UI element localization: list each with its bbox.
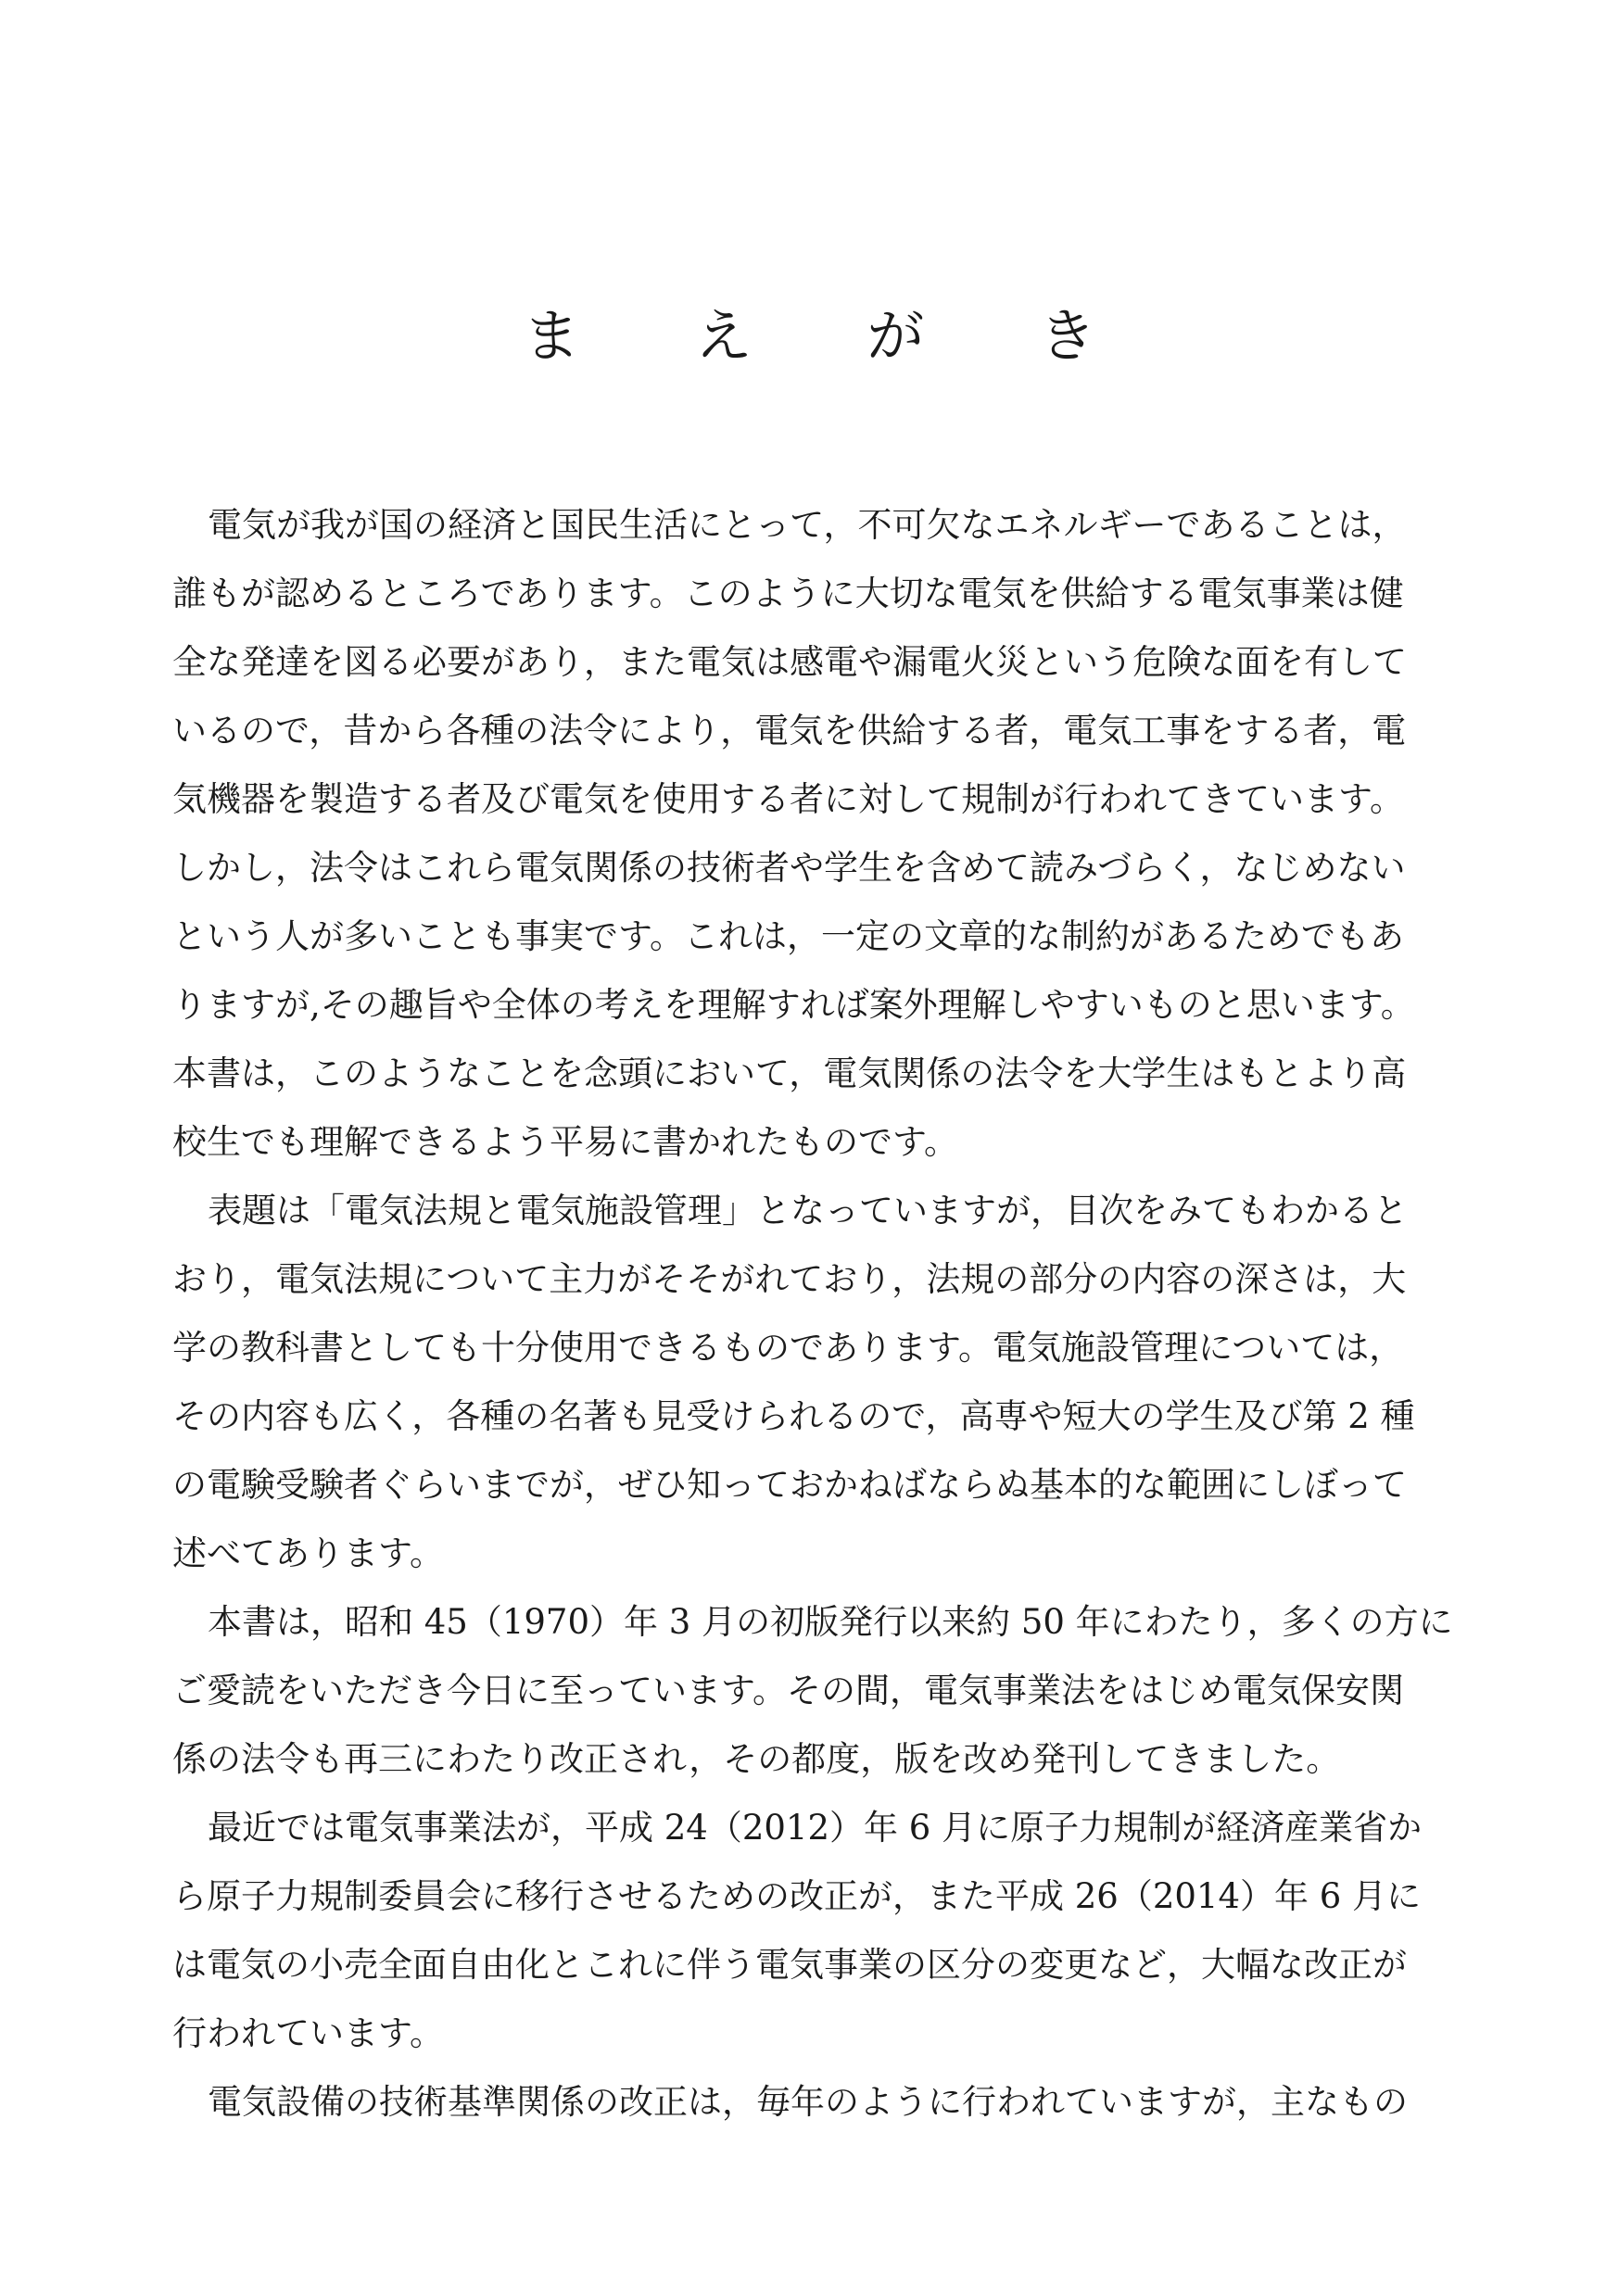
text-line: ら原子力規制委員会に移行させるための改正が，また平成 26（2014）年 6 月に (172, 1876, 1422, 1916)
text-line: ご愛読をいただき今日に至っています。その間，電気事業法をはじめ電気保安関 (172, 1671, 1405, 1710)
text-line: は電気の小売全面自由化とこれに伴う電気事業の区分の変更など，大幅な改正が (172, 1945, 1407, 1985)
text-line: 電気が我が国の経済と国民生活にとって，不可欠なエネルギーであることは， (208, 505, 1407, 545)
text-line: 全な発達を図る必要があり，また電気は感電や漏電火災という危険な面を有して (172, 642, 1407, 682)
text-line: 最近では電気事業法が，平成 24（2012）年 6 月に原子力規制が経済産業省か (208, 1808, 1423, 1848)
text-line: 本書は，昭和 45（1970）年 3 月の初版発行以来約 50 年にわたり，多くの方に (208, 1602, 1453, 1642)
text-line: いるので，昔から各種の法令により，電気を供給する者，電気工事をする者，電 (172, 711, 1407, 751)
text-line: の電験受験者ぐらいまでが，ぜひ知っておかねばならぬ基本的な範囲にしぼって (172, 1465, 1407, 1505)
text-line: 係の法令も再三にわたり改正され，その都度，版を改め発刊してきました。 (172, 1739, 1341, 1779)
text-line: 述べてあります。 (172, 1533, 445, 1573)
page-title: ま え が き (522, 302, 1145, 370)
text-line: 電気設備の技術基準関係の改正は，毎年のように行われていますが，主なもの (208, 2082, 1408, 2122)
text-line: 校生でも理解できるよう平易に書かれたものです。 (172, 1122, 959, 1162)
text-line: その内容も広く，各種の名著も見受けられるので，高専や短大の学生及び第 2 種 (172, 1396, 1415, 1436)
text-line: りますが,その趣旨や全体の考えを理解すれば案外理解しやすいものと思います。 (172, 985, 1415, 1025)
text-line: おり，電気法規について主力がそそがれており，法規の部分の内容の深さは，大 (172, 1259, 1407, 1299)
text-line: 誰もが認めるところであります。このように大切な電気を供給する電気事業は健 (172, 574, 1404, 613)
text-line: 行われています。 (172, 2013, 445, 2053)
body-text (172, 491, 1462, 2137)
text-line: 学の教科書としても十分使用できるものであります。電気施設管理については， (172, 1328, 1404, 1368)
text-line: 気機器を製造する者及び電気を使用する者に対して規制が行われてきています。 (172, 779, 1405, 819)
text-line: という人が多いことも事実です。これは，一定の文章的な制約があるためでもあ (172, 916, 1405, 956)
text-line: しかし，法令はこれら電気関係の技術者や学生を含めて読みづらく，なじめない (172, 848, 1406, 888)
text-line: 表題は「電気法規と電気施設管理」となっていますが，目次をみてもわかると (208, 1191, 1408, 1230)
text-line: 本書は，このようなことを念頭において，電気関係の法令を大学生はもとより高 (172, 1053, 1407, 1093)
